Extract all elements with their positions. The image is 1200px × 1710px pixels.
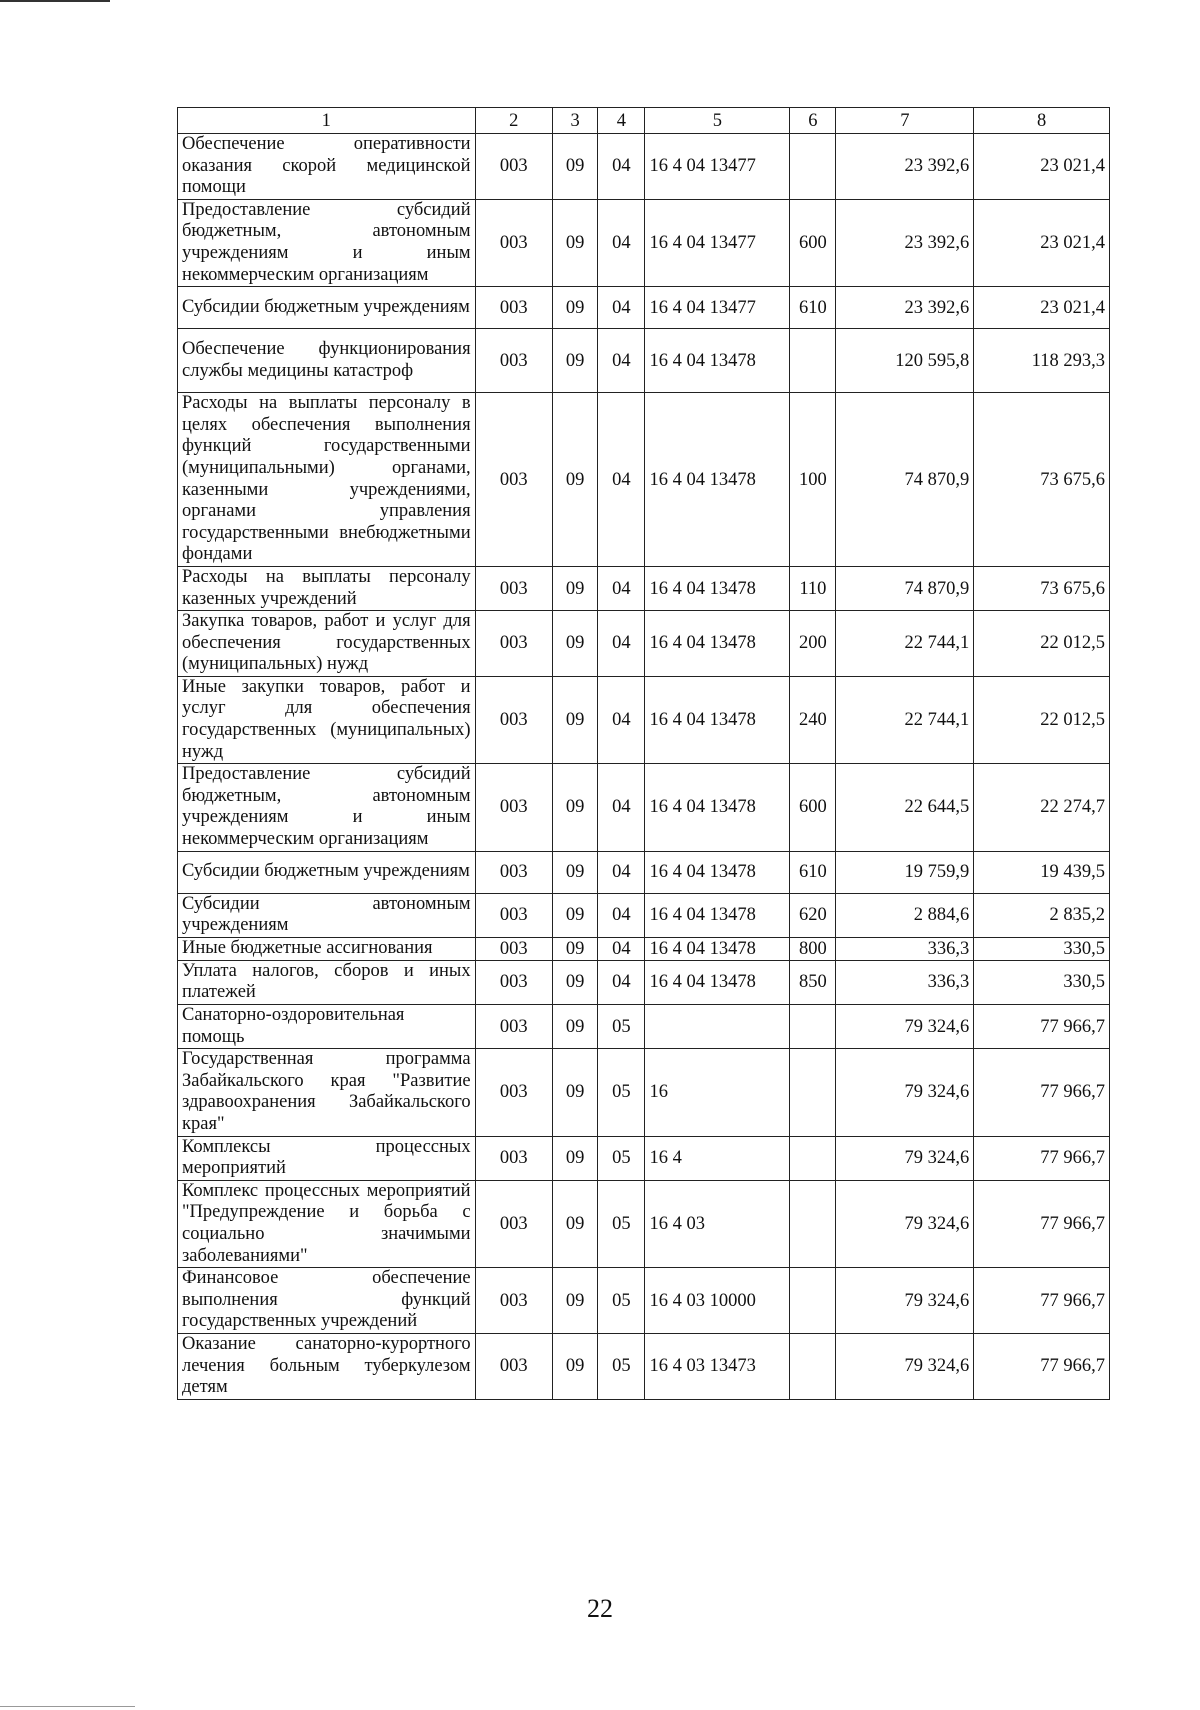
cell-expense-type: 600	[790, 764, 836, 851]
cell-ministry-code: 003	[475, 611, 552, 677]
cell-ministry-code: 003	[475, 1005, 552, 1049]
cell-expense-type	[790, 329, 836, 393]
table-row	[178, 199, 1110, 286]
table-body	[178, 134, 1110, 1400]
cell-section: 09	[553, 199, 598, 286]
column-header: 4	[598, 108, 645, 134]
row-name: Обеспечение функционирования службы медицины катастроф	[178, 329, 476, 393]
cell-amount-year-2: 77 966,7	[974, 1005, 1110, 1049]
cell-ministry-code: 003	[475, 1136, 552, 1180]
cell-ministry-code: 003	[475, 893, 552, 937]
cell-section: 09	[553, 851, 598, 893]
cell-target-article: 16 4 03 13473	[645, 1333, 790, 1399]
row-name: Санаторно-оздоровительная помощь	[178, 1005, 476, 1049]
cell-amount-year-1: 79 324,6	[836, 1136, 974, 1180]
row-name: Комплексы процессных мероприятий	[178, 1136, 476, 1180]
cell-expense-type	[790, 1005, 836, 1049]
cell-expense-type: 600	[790, 199, 836, 286]
column-header: 5	[645, 108, 790, 134]
cell-ministry-code: 003	[475, 960, 552, 1004]
column-header: 2	[475, 108, 552, 134]
cell-amount-year-2: 23 021,4	[974, 134, 1110, 200]
cell-ministry-code: 003	[475, 329, 552, 393]
cell-amount-year-1: 74 870,9	[836, 393, 974, 567]
cell-expense-type	[790, 1268, 836, 1334]
cell-amount-year-2: 77 966,7	[974, 1136, 1110, 1180]
cell-section: 09	[553, 134, 598, 200]
cell-ministry-code: 003	[475, 287, 552, 329]
cell-subsection: 04	[598, 287, 645, 329]
cell-amount-year-2: 23 021,4	[974, 287, 1110, 329]
cell-amount-year-1: 79 324,6	[836, 1268, 974, 1334]
cell-target-article: 16 4 04 13477	[645, 287, 790, 329]
cell-subsection: 04	[598, 566, 645, 610]
cell-subsection: 04	[598, 937, 645, 960]
cell-expense-type: 800	[790, 937, 836, 960]
cell-amount-year-1: 22 744,1	[836, 611, 974, 677]
cell-amount-year-2: 330,5	[974, 960, 1110, 1004]
cell-amount-year-1: 79 324,6	[836, 1333, 974, 1399]
cell-amount-year-1: 120 595,8	[836, 329, 974, 393]
cell-section: 09	[553, 1333, 598, 1399]
cell-subsection: 04	[598, 960, 645, 1004]
cell-ministry-code: 003	[475, 851, 552, 893]
cell-amount-year-1: 2 884,6	[836, 893, 974, 937]
cell-expense-type: 110	[790, 566, 836, 610]
cell-section: 09	[553, 960, 598, 1004]
table-row	[178, 893, 1110, 937]
cell-ministry-code: 003	[475, 393, 552, 567]
row-name: Субсидии бюджетным учреждениям	[178, 287, 476, 329]
cell-section: 09	[553, 937, 598, 960]
cell-amount-year-2: 77 966,7	[974, 1180, 1110, 1267]
table-row	[178, 1049, 1110, 1136]
table-row	[178, 851, 1110, 893]
cell-amount-year-1: 336,3	[836, 937, 974, 960]
table-row	[178, 1268, 1110, 1334]
cell-target-article: 16 4 04 13478	[645, 393, 790, 567]
column-header: 7	[836, 108, 974, 134]
cell-subsection: 05	[598, 1180, 645, 1267]
cell-ministry-code: 003	[475, 566, 552, 610]
cell-amount-year-2: 77 966,7	[974, 1049, 1110, 1136]
cell-section: 09	[553, 676, 598, 763]
cell-amount-year-2: 22 012,5	[974, 676, 1110, 763]
cell-subsection: 04	[598, 199, 645, 286]
table-header	[178, 108, 1110, 134]
cell-section: 09	[553, 1049, 598, 1136]
cell-section: 09	[553, 566, 598, 610]
cell-target-article: 16 4	[645, 1136, 790, 1180]
cell-ministry-code: 003	[475, 134, 552, 200]
cell-subsection: 05	[598, 1333, 645, 1399]
table-row	[178, 676, 1110, 763]
table-row	[178, 566, 1110, 610]
cell-ministry-code: 003	[475, 1333, 552, 1399]
cell-target-article: 16 4 04 13478	[645, 893, 790, 937]
table-row	[178, 329, 1110, 393]
cell-target-article: 16 4 04 13478	[645, 329, 790, 393]
cell-subsection: 04	[598, 134, 645, 200]
cell-ministry-code: 003	[475, 1049, 552, 1136]
row-name: Обеспечение оперативности оказания скорой медицинской помощи	[178, 134, 476, 200]
cell-target-article: 16 4 04 13478	[645, 851, 790, 893]
cell-amount-year-1: 23 392,6	[836, 199, 974, 286]
cell-target-article: 16 4 03 10000	[645, 1268, 790, 1334]
cell-expense-type	[790, 1049, 836, 1136]
cell-amount-year-1: 79 324,6	[836, 1005, 974, 1049]
cell-amount-year-2: 330,5	[974, 937, 1110, 960]
scan-edge-line-bottom	[0, 1706, 135, 1707]
cell-subsection: 04	[598, 611, 645, 677]
cell-target-article: 16 4 04 13478	[645, 937, 790, 960]
cell-amount-year-2: 23 021,4	[974, 199, 1110, 286]
cell-target-article: 16 4 04 13478	[645, 566, 790, 610]
column-header: 3	[553, 108, 598, 134]
cell-expense-type: 610	[790, 851, 836, 893]
cell-amount-year-2: 22 274,7	[974, 764, 1110, 851]
table-row	[178, 960, 1110, 1004]
cell-target-article: 16 4 04 13477	[645, 134, 790, 200]
row-name: Расходы на выплаты персоналу в целях обеспечения выполнения функций государственными (муниципальными) органами, казенными учреждениями, органами управления государственными внебюджетными фондами	[178, 393, 476, 567]
cell-section: 09	[553, 611, 598, 677]
cell-subsection: 04	[598, 393, 645, 567]
cell-section: 09	[553, 1268, 598, 1334]
column-header: 6	[790, 108, 836, 134]
cell-expense-type	[790, 1180, 836, 1267]
row-name: Государственная программа Забайкальского края "Развитие здравоохранения Забайкальского края"	[178, 1049, 476, 1136]
cell-section: 09	[553, 393, 598, 567]
cell-subsection: 04	[598, 329, 645, 393]
cell-target-article: 16 4 04 13478	[645, 676, 790, 763]
row-name: Предоставление субсидий бюджетным, автономным учреждениям и иным некоммерческим организациям	[178, 764, 476, 851]
column-header: 8	[974, 108, 1110, 134]
table-row	[178, 134, 1110, 200]
cell-subsection: 05	[598, 1136, 645, 1180]
cell-amount-year-1: 79 324,6	[836, 1049, 974, 1136]
cell-amount-year-1: 74 870,9	[836, 566, 974, 610]
cell-subsection: 04	[598, 676, 645, 763]
cell-ministry-code: 003	[475, 764, 552, 851]
cell-amount-year-1: 23 392,6	[836, 134, 974, 200]
table-row	[178, 1180, 1110, 1267]
row-name: Субсидии бюджетным учреждениям	[178, 851, 476, 893]
table-row	[178, 937, 1110, 960]
cell-amount-year-2: 73 675,6	[974, 393, 1110, 567]
row-name: Оказание санаторно-курортного лечения больным туберкулезом детям	[178, 1333, 476, 1399]
table-row	[178, 1333, 1110, 1399]
cell-target-article: 16 4 04 13478	[645, 764, 790, 851]
row-name: Иные бюджетные ассигнования	[178, 937, 476, 960]
cell-section: 09	[553, 1136, 598, 1180]
cell-target-article: 16 4 03	[645, 1180, 790, 1267]
cell-subsection: 05	[598, 1049, 645, 1136]
cell-expense-type	[790, 134, 836, 200]
cell-subsection: 04	[598, 851, 645, 893]
cell-amount-year-2: 77 966,7	[974, 1268, 1110, 1334]
cell-amount-year-2: 118 293,3	[974, 329, 1110, 393]
cell-expense-type: 200	[790, 611, 836, 677]
cell-section: 09	[553, 1180, 598, 1267]
table-row	[178, 764, 1110, 851]
table-row	[178, 1136, 1110, 1180]
header-row	[178, 108, 1110, 134]
cell-expense-type: 850	[790, 960, 836, 1004]
cell-expense-type	[790, 1136, 836, 1180]
cell-amount-year-2: 73 675,6	[974, 566, 1110, 610]
row-name: Расходы на выплаты персоналу казенных учреждений	[178, 566, 476, 610]
table-row	[178, 287, 1110, 329]
cell-ministry-code: 003	[475, 1268, 552, 1334]
cell-amount-year-1: 22 644,5	[836, 764, 974, 851]
cell-section: 09	[553, 1005, 598, 1049]
cell-subsection: 05	[598, 1005, 645, 1049]
cell-section: 09	[553, 287, 598, 329]
cell-target-article: 16 4 04 13478	[645, 611, 790, 677]
cell-subsection: 05	[598, 1268, 645, 1334]
row-name: Комплекс процессных мероприятий "Предупреждение и борьба с социально значимыми заболеваниями"	[178, 1180, 476, 1267]
table-row	[178, 393, 1110, 567]
cell-ministry-code: 003	[475, 1180, 552, 1267]
table-row	[178, 611, 1110, 677]
cell-subsection: 04	[598, 893, 645, 937]
cell-amount-year-1: 336,3	[836, 960, 974, 1004]
cell-expense-type	[790, 1333, 836, 1399]
cell-amount-year-2: 22 012,5	[974, 611, 1110, 677]
budget-table	[177, 107, 1110, 1400]
cell-expense-type: 610	[790, 287, 836, 329]
cell-ministry-code: 003	[475, 937, 552, 960]
row-name: Уплата налогов, сборов и иных платежей	[178, 960, 476, 1004]
page-number: 22	[587, 1594, 613, 1623]
cell-section: 09	[553, 893, 598, 937]
cell-section: 09	[553, 764, 598, 851]
scan-edge-line	[0, 0, 110, 2]
cell-expense-type: 620	[790, 893, 836, 937]
row-name: Закупка товаров, работ и услуг для обеспечения государственных (муниципальных) нужд	[178, 611, 476, 677]
row-name: Иные закупки товаров, работ и услуг для обеспечения государственных (муниципальных) нужд	[178, 676, 476, 763]
cell-amount-year-2: 2 835,2	[974, 893, 1110, 937]
cell-target-article	[645, 1005, 790, 1049]
column-header: 1	[178, 108, 476, 134]
row-name: Предоставление субсидий бюджетным, автономным учреждениям и иным некоммерческим организациям	[178, 199, 476, 286]
cell-amount-year-1: 19 759,9	[836, 851, 974, 893]
cell-section: 09	[553, 329, 598, 393]
cell-amount-year-1: 22 744,1	[836, 676, 974, 763]
cell-amount-year-1: 79 324,6	[836, 1180, 974, 1267]
cell-subsection: 04	[598, 764, 645, 851]
cell-amount-year-2: 77 966,7	[974, 1333, 1110, 1399]
cell-target-article: 16 4 04 13477	[645, 199, 790, 286]
cell-target-article: 16 4 04 13478	[645, 960, 790, 1004]
cell-ministry-code: 003	[475, 676, 552, 763]
table-row	[178, 1005, 1110, 1049]
cell-expense-type: 100	[790, 393, 836, 567]
cell-amount-year-2: 19 439,5	[974, 851, 1110, 893]
cell-expense-type: 240	[790, 676, 836, 763]
cell-amount-year-1: 23 392,6	[836, 287, 974, 329]
row-name: Финансовое обеспечение выполнения функций государственных учреждений	[178, 1268, 476, 1334]
cell-ministry-code: 003	[475, 199, 552, 286]
cell-target-article: 16	[645, 1049, 790, 1136]
row-name: Субсидии автономным учреждениям	[178, 893, 476, 937]
